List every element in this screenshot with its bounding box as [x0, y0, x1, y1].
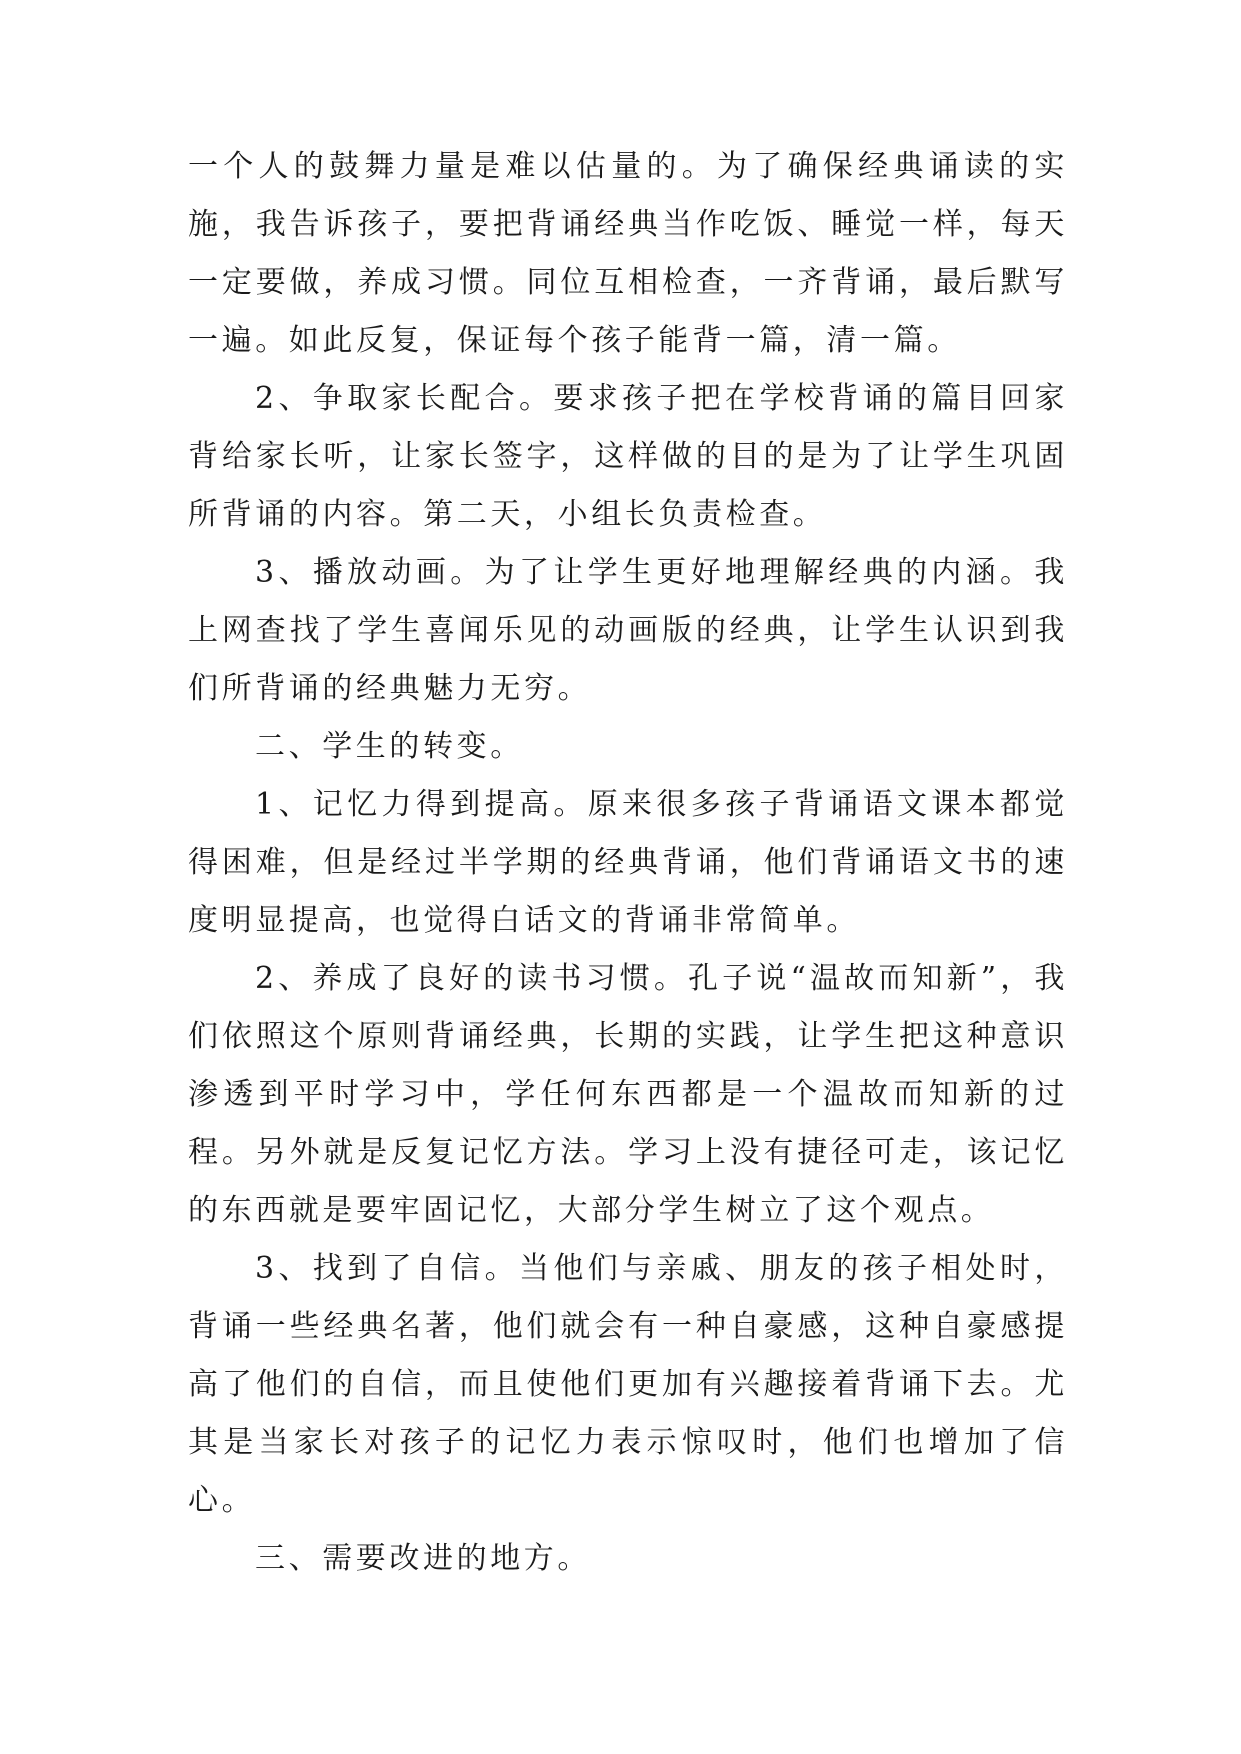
paragraph-confidence: 3、找到了自信。当他们与亲戚、朋友的孩子相处时，背诵一些经典名著，他们就会有一种自豪感，这种自豪感提高了他们的自信，而且使他们更加有兴趣接着背诵下去。尤其是当家长对孩子的记忆力表示惊叹时，他们也增加了信心。 [188, 1251, 1068, 1518]
document-page [188, 138, 1068, 1588]
paragraph-memory-improved: 1、记忆力得到提高。原来很多孩子背诵语文课本都觉得困难，但是经过半学期的经典背诵，他们背诵语文书的速度明显提高，也觉得白话文的背诵非常简单。 [188, 787, 1068, 938]
section-heading-improvements: 三、需要改进的地方。 [255, 1541, 591, 1576]
paragraph-parent-cooperation: 2、争取家长配合。要求孩子把在学校背诵的篇目回家背给家长听，让家长签字，这样做的目的是为了让学生巩固所背诵的内容。第二天，小组长负责检查。 [188, 381, 1068, 532]
section-heading-student-change: 二、学生的转变。 [255, 729, 524, 764]
paragraph-play-animation: 3、播放动画。为了让学生更好地理解经典的内涵。我上网查找了学生喜闻乐见的动画版的经典，让学生认识到我们所背诵的经典魅力无穷。 [188, 555, 1068, 706]
paragraph-continuation: 一个人的鼓舞力量是难以估量的。为了确保经典诵读的实施，我告诉孩子，要把背诵经典当作吃饭、睡觉一样，每天一定要做，养成习惯。同位互相检查，一齐背诵，最后默写一遍。如此反复，保证每个孩子能背一篇，清一篇。 [188, 149, 1068, 358]
paragraph-reading-habits: 2、养成了良好的读书习惯。孔子说“温故而知新”，我们依照这个原则背诵经典，长期的实践，让学生把这种意识渗透到平时学习中，学任何东西都是一个温故而知新的过程。另外就是反复记忆方法。学习上没有捷径可走，该记忆的东西就是要牢固记忆，大部分学生树立了这个观点。 [188, 961, 1068, 1228]
